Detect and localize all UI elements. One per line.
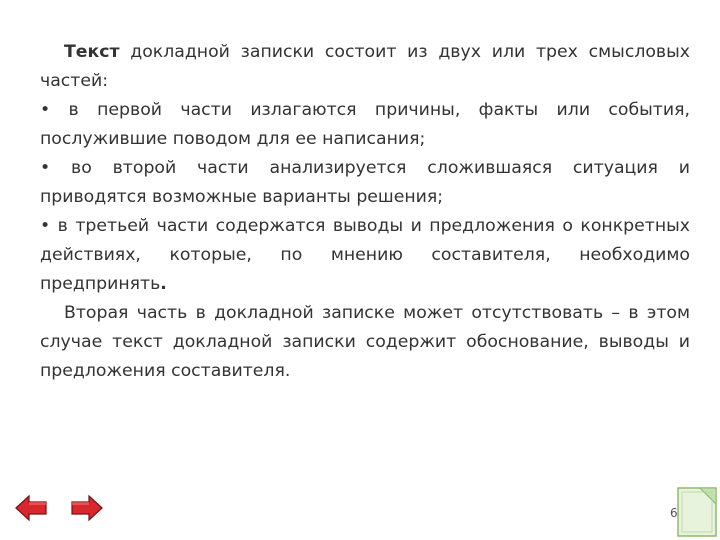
page-number: 6	[670, 506, 678, 520]
next-button[interactable]	[70, 494, 104, 522]
bullet-third-period: .	[160, 274, 167, 294]
bullet-third-text: • в третьей части содержатся выводы и предложения о конкретных действиях, которые, по мнению составителя, необходимо предпринять	[40, 216, 690, 294]
intro-text: докладной записки состоит из двух или трех смысловых частей:	[40, 42, 690, 91]
page-corner-icon	[676, 486, 718, 538]
bullet-second-part: • во второй части анализируется сложившаяся ситуация и приводятся возможные варианты решения;	[40, 158, 690, 207]
bullet-first-part: • в первой части излагаются причины, факты или события, послужившие поводом для ее написания;	[40, 100, 690, 149]
slide-text-block	[40, 38, 690, 386]
intro-paragraph	[40, 38, 690, 96]
red-left-arrow-icon	[14, 494, 48, 522]
closing-paragraph: Вторая часть в докладной записке может отсутствовать – в этом случае текст докладной записки содержит обоснование, выводы и предложения составителя.	[40, 303, 690, 381]
back-button[interactable]	[14, 494, 48, 522]
red-right-arrow-icon	[70, 494, 104, 522]
bullet-third-part	[40, 212, 690, 299]
intro-bold-word: Текст	[64, 42, 120, 62]
